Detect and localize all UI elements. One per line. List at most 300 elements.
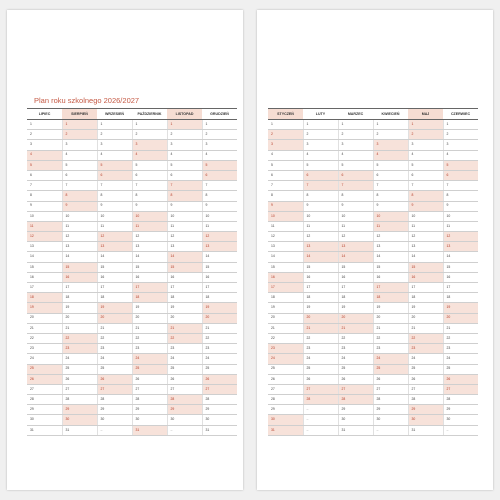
day-cell: 1 (443, 120, 478, 130)
day-cell: 30 (62, 415, 97, 425)
day-row (268, 283, 478, 293)
day-row (27, 272, 237, 282)
day-cell: 2 (27, 130, 62, 140)
day-row (268, 293, 478, 303)
day-cell: 6 (338, 170, 373, 180)
empty-cell: – (97, 425, 132, 435)
day-row (27, 303, 237, 313)
day-cell: 1 (408, 120, 443, 130)
day-cell: 17 (27, 283, 62, 293)
day-cell: 13 (443, 242, 478, 252)
day-cell: 17 (268, 283, 303, 293)
calendar-table-right (268, 108, 478, 436)
day-cell: 13 (132, 242, 167, 252)
day-row (27, 344, 237, 354)
day-cell: 27 (202, 384, 237, 394)
day-cell: 6 (303, 170, 338, 180)
day-cell: 26 (373, 374, 408, 384)
day-cell: 3 (303, 140, 338, 150)
day-cell: 7 (62, 181, 97, 191)
day-cell: 27 (373, 384, 408, 394)
day-cell: 29 (338, 405, 373, 415)
day-cell: 9 (132, 201, 167, 211)
day-cell: 20 (303, 313, 338, 323)
day-cell: 7 (167, 181, 202, 191)
day-cell: 28 (202, 395, 237, 405)
day-cell: 21 (167, 323, 202, 333)
day-cell: 23 (97, 344, 132, 354)
day-row (27, 323, 237, 333)
day-cell: 2 (97, 130, 132, 140)
empty-cell: – (303, 405, 338, 415)
day-cell: 9 (62, 201, 97, 211)
day-cell: 4 (443, 150, 478, 160)
day-cell: 2 (268, 130, 303, 140)
day-cell: 23 (202, 344, 237, 354)
day-cell: 14 (167, 252, 202, 262)
day-cell: 13 (338, 242, 373, 252)
day-row (268, 354, 478, 364)
day-cell: 28 (27, 395, 62, 405)
day-cell: 18 (373, 293, 408, 303)
day-cell: 25 (167, 364, 202, 374)
day-cell: 22 (97, 333, 132, 343)
day-cell: 13 (27, 242, 62, 252)
day-cell: 4 (167, 150, 202, 160)
day-row (27, 191, 237, 201)
day-cell: 19 (132, 303, 167, 313)
day-cell: 13 (167, 242, 202, 252)
day-cell: 17 (62, 283, 97, 293)
day-cell: 6 (443, 170, 478, 180)
day-cell: 25 (268, 364, 303, 374)
day-cell: 7 (408, 181, 443, 191)
day-cell: 3 (338, 140, 373, 150)
day-cell: 31 (338, 425, 373, 435)
day-cell: 30 (338, 415, 373, 425)
day-cell: 29 (167, 405, 202, 415)
day-cell: 7 (373, 181, 408, 191)
day-cell: 2 (132, 130, 167, 140)
day-cell: 9 (167, 201, 202, 211)
day-cell: 12 (97, 232, 132, 242)
day-cell: 15 (97, 262, 132, 272)
day-cell: 10 (62, 211, 97, 221)
day-cell: 1 (62, 120, 97, 130)
day-row (268, 272, 478, 282)
day-row (27, 201, 237, 211)
day-row (268, 395, 478, 405)
day-row (27, 262, 237, 272)
day-cell: 14 (443, 252, 478, 262)
day-cell: 8 (202, 191, 237, 201)
day-row (27, 374, 237, 384)
empty-cell: – (303, 425, 338, 435)
day-cell: 11 (408, 221, 443, 231)
day-cell: 19 (97, 303, 132, 313)
day-cell: 20 (62, 313, 97, 323)
day-cell: 20 (167, 313, 202, 323)
day-cell: 23 (62, 344, 97, 354)
day-cell: 13 (303, 242, 338, 252)
day-cell: 18 (132, 293, 167, 303)
day-cell: 16 (443, 272, 478, 282)
day-cell: 25 (97, 364, 132, 374)
day-cell: 31 (62, 425, 97, 435)
day-cell: 16 (62, 272, 97, 282)
day-cell: 31 (27, 425, 62, 435)
day-row (268, 160, 478, 170)
day-cell: 14 (132, 252, 167, 262)
day-cell: 20 (97, 313, 132, 323)
day-cell: 12 (408, 232, 443, 242)
day-cell: 7 (27, 181, 62, 191)
day-cell: 15 (62, 262, 97, 272)
day-cell: 28 (373, 395, 408, 405)
day-cell: 18 (202, 293, 237, 303)
day-cell: 17 (167, 283, 202, 293)
day-cell: 29 (27, 405, 62, 415)
day-cell: 25 (443, 364, 478, 374)
day-cell: 9 (373, 201, 408, 211)
day-cell: 12 (338, 232, 373, 242)
day-cell: 11 (167, 221, 202, 231)
day-row (268, 181, 478, 191)
day-cell: 6 (373, 170, 408, 180)
day-cell: 11 (202, 221, 237, 231)
day-cell: 5 (97, 160, 132, 170)
month-header: WRZESIEŃ (97, 109, 132, 120)
day-cell: 16 (268, 272, 303, 282)
day-row (268, 221, 478, 231)
day-cell: 22 (373, 333, 408, 343)
day-row (268, 425, 478, 435)
day-cell: 19 (408, 303, 443, 313)
day-row (268, 211, 478, 221)
day-cell: 22 (167, 333, 202, 343)
month-header: MAJ (408, 109, 443, 120)
day-cell: 15 (202, 262, 237, 272)
day-row (268, 313, 478, 323)
day-cell: 20 (443, 313, 478, 323)
day-cell: 28 (303, 395, 338, 405)
day-cell: 1 (268, 120, 303, 130)
day-cell: 11 (373, 221, 408, 231)
day-cell: 27 (27, 384, 62, 394)
day-cell: 29 (268, 405, 303, 415)
day-cell: 26 (62, 374, 97, 384)
day-row (27, 211, 237, 221)
day-row (27, 313, 237, 323)
day-cell: 5 (303, 160, 338, 170)
day-cell: 15 (132, 262, 167, 272)
day-cell: 5 (202, 160, 237, 170)
month-header: LUTY (303, 109, 338, 120)
day-cell: 16 (303, 272, 338, 282)
day-cell: 25 (338, 364, 373, 374)
day-row (27, 415, 237, 425)
day-cell: 25 (303, 364, 338, 374)
day-cell: 24 (408, 354, 443, 364)
day-cell: 3 (373, 140, 408, 150)
day-cell: 30 (27, 415, 62, 425)
empty-cell: – (167, 425, 202, 435)
month-header: SIERPIEŃ (62, 109, 97, 120)
day-cell: 9 (268, 201, 303, 211)
day-cell: 16 (167, 272, 202, 282)
day-cell: 9 (408, 201, 443, 211)
day-cell: 12 (132, 232, 167, 242)
day-cell: 1 (303, 120, 338, 130)
day-cell: 27 (167, 384, 202, 394)
day-cell: 8 (97, 191, 132, 201)
day-cell: 10 (338, 211, 373, 221)
day-cell: 21 (132, 323, 167, 333)
day-cell: 15 (443, 262, 478, 272)
day-cell: 11 (62, 221, 97, 231)
day-cell: 2 (408, 130, 443, 140)
day-cell: 30 (202, 415, 237, 425)
day-cell: 8 (443, 191, 478, 201)
day-cell: 24 (338, 354, 373, 364)
day-cell: 3 (167, 140, 202, 150)
day-cell: 27 (97, 384, 132, 394)
day-cell: 5 (268, 160, 303, 170)
day-cell: 6 (62, 170, 97, 180)
day-cell: 24 (443, 354, 478, 364)
day-row (268, 405, 478, 415)
day-cell: 4 (338, 150, 373, 160)
day-cell: 8 (62, 191, 97, 201)
day-cell: 3 (408, 140, 443, 150)
day-row (268, 120, 478, 130)
day-cell: 12 (27, 232, 62, 242)
day-cell: 25 (202, 364, 237, 374)
day-cell: 22 (268, 333, 303, 343)
day-cell: 11 (303, 221, 338, 231)
day-cell: 27 (268, 384, 303, 394)
day-cell: 15 (408, 262, 443, 272)
day-row (268, 150, 478, 160)
day-cell: 6 (268, 170, 303, 180)
day-cell: 2 (202, 130, 237, 140)
day-cell: 28 (443, 395, 478, 405)
day-row (268, 333, 478, 343)
day-cell: 22 (303, 333, 338, 343)
day-cell: 31 (202, 425, 237, 435)
day-cell: 7 (202, 181, 237, 191)
right-page (257, 10, 493, 490)
day-cell: 5 (167, 160, 202, 170)
day-cell: 17 (373, 283, 408, 293)
day-cell: 16 (97, 272, 132, 282)
day-cell: 14 (97, 252, 132, 262)
day-cell: 29 (97, 405, 132, 415)
day-row (268, 170, 478, 180)
day-cell: 4 (268, 150, 303, 160)
empty-cell: – (443, 425, 478, 435)
day-cell: 23 (443, 344, 478, 354)
day-cell: 21 (62, 323, 97, 333)
day-cell: 10 (167, 211, 202, 221)
day-cell: 4 (97, 150, 132, 160)
day-cell: 30 (97, 415, 132, 425)
day-cell: 26 (132, 374, 167, 384)
day-cell: 9 (338, 201, 373, 211)
day-cell: 2 (167, 130, 202, 140)
day-cell: 21 (27, 323, 62, 333)
day-cell: 10 (202, 211, 237, 221)
day-cell: 24 (62, 354, 97, 364)
day-cell: 29 (408, 405, 443, 415)
day-cell: 12 (443, 232, 478, 242)
day-cell: 30 (443, 415, 478, 425)
day-row (27, 120, 237, 130)
day-cell: 21 (268, 323, 303, 333)
day-cell: 22 (338, 333, 373, 343)
day-cell: 12 (167, 232, 202, 242)
day-row (27, 130, 237, 140)
day-cell: 26 (97, 374, 132, 384)
day-cell: 19 (202, 303, 237, 313)
day-row (268, 374, 478, 384)
day-cell: 17 (202, 283, 237, 293)
day-cell: 9 (202, 201, 237, 211)
day-row (268, 130, 478, 140)
day-cell: 17 (338, 283, 373, 293)
day-cell: 1 (202, 120, 237, 130)
day-cell: 23 (408, 344, 443, 354)
day-cell: 3 (62, 140, 97, 150)
day-cell: 6 (132, 170, 167, 180)
day-cell: 4 (408, 150, 443, 160)
day-cell: 5 (443, 160, 478, 170)
day-cell: 26 (303, 374, 338, 384)
day-row (268, 232, 478, 242)
day-cell: 1 (27, 120, 62, 130)
day-cell: 25 (27, 364, 62, 374)
day-cell: 5 (27, 160, 62, 170)
day-cell: 9 (443, 201, 478, 211)
day-cell: 8 (132, 191, 167, 201)
day-cell: 8 (167, 191, 202, 201)
day-cell: 7 (443, 181, 478, 191)
day-cell: 10 (443, 211, 478, 221)
day-row (27, 170, 237, 180)
day-cell: 2 (303, 130, 338, 140)
day-cell: 16 (338, 272, 373, 282)
day-cell: 7 (132, 181, 167, 191)
day-cell: 9 (97, 201, 132, 211)
day-cell: 3 (443, 140, 478, 150)
day-cell: 20 (373, 313, 408, 323)
month-header: LIPIEC (27, 109, 62, 120)
day-cell: 23 (132, 344, 167, 354)
empty-cell: – (303, 415, 338, 425)
day-cell: 3 (97, 140, 132, 150)
day-cell: 6 (202, 170, 237, 180)
day-cell: 26 (27, 374, 62, 384)
day-cell: 23 (303, 344, 338, 354)
day-cell: 4 (132, 150, 167, 160)
day-cell: 8 (268, 191, 303, 201)
day-cell: 15 (167, 262, 202, 272)
empty-cell: – (373, 425, 408, 435)
day-row (268, 303, 478, 313)
day-row (27, 354, 237, 364)
day-cell: 19 (303, 303, 338, 313)
day-cell: 1 (97, 120, 132, 130)
day-cell: 14 (268, 252, 303, 262)
day-cell: 21 (373, 323, 408, 333)
day-cell: 11 (268, 221, 303, 231)
day-row (27, 181, 237, 191)
day-cell: 11 (97, 221, 132, 231)
day-cell: 13 (408, 242, 443, 252)
day-cell: 27 (443, 384, 478, 394)
month-header: LISTOPAD (167, 109, 202, 120)
month-header: KWIECIEŃ (373, 109, 408, 120)
day-row (27, 293, 237, 303)
day-cell: 29 (443, 405, 478, 415)
day-cell: 8 (338, 191, 373, 201)
day-cell: 29 (62, 405, 97, 415)
day-cell: 11 (132, 221, 167, 231)
day-cell: 18 (27, 293, 62, 303)
day-cell: 23 (338, 344, 373, 354)
day-cell: 5 (132, 160, 167, 170)
day-cell: 4 (62, 150, 97, 160)
day-cell: 4 (202, 150, 237, 160)
day-cell: 14 (338, 252, 373, 262)
day-cell: 26 (338, 374, 373, 384)
day-cell: 2 (373, 130, 408, 140)
day-cell: 30 (167, 415, 202, 425)
day-cell: 13 (97, 242, 132, 252)
day-cell: 6 (97, 170, 132, 180)
day-cell: 27 (408, 384, 443, 394)
day-cell: 27 (62, 384, 97, 394)
day-row (27, 232, 237, 242)
day-cell: 17 (132, 283, 167, 293)
day-cell: 26 (202, 374, 237, 384)
day-cell: 14 (27, 252, 62, 262)
day-row (27, 221, 237, 231)
day-cell: 21 (303, 323, 338, 333)
day-cell: 11 (27, 221, 62, 231)
day-cell: 18 (303, 293, 338, 303)
day-cell: 24 (27, 354, 62, 364)
day-cell: 24 (97, 354, 132, 364)
day-cell: 1 (132, 120, 167, 130)
day-cell: 14 (373, 252, 408, 262)
day-cell: 2 (338, 130, 373, 140)
day-cell: 1 (167, 120, 202, 130)
day-cell: 29 (202, 405, 237, 415)
day-row (268, 415, 478, 425)
day-cell: 19 (167, 303, 202, 313)
day-cell: 28 (408, 395, 443, 405)
day-cell: 28 (132, 395, 167, 405)
day-cell: 15 (303, 262, 338, 272)
day-cell: 21 (408, 323, 443, 333)
day-cell: 28 (62, 395, 97, 405)
day-cell: 23 (268, 344, 303, 354)
day-cell: 14 (62, 252, 97, 262)
day-cell: 18 (97, 293, 132, 303)
day-cell: 6 (27, 170, 62, 180)
day-cell: 25 (132, 364, 167, 374)
